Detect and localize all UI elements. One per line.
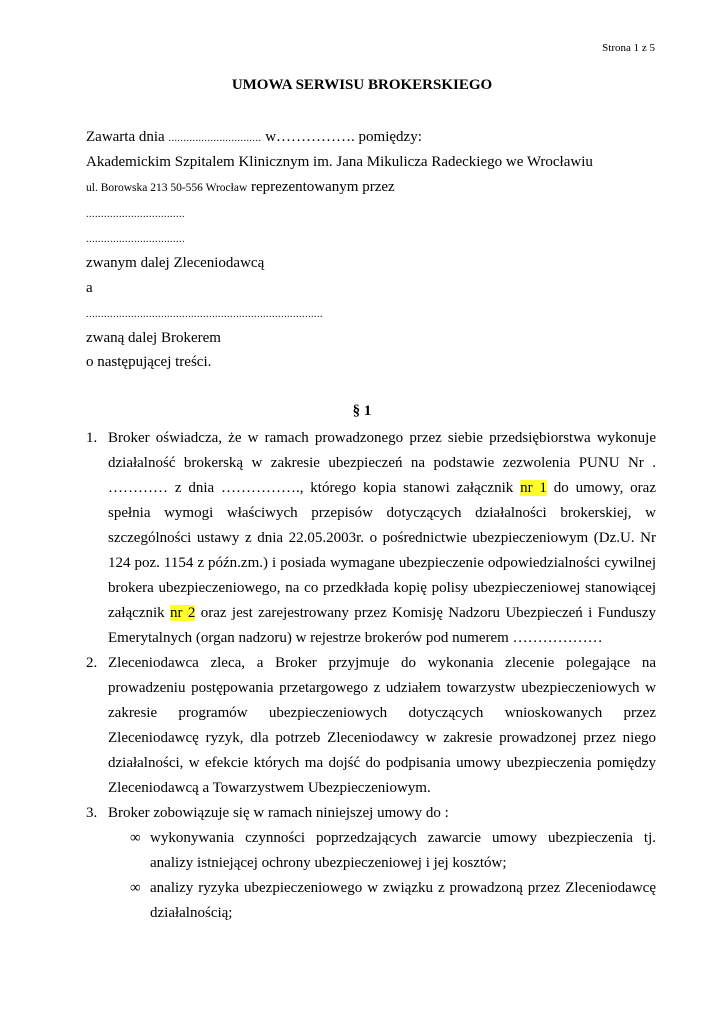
clause-number: 1. xyxy=(86,430,98,446)
hospital-address: ul. Borowska 213 50-556 Wrocław xyxy=(86,182,248,194)
date-label: Zawarta dnia xyxy=(86,129,169,145)
hospital-name: Akademickim Szpitalem Klinicznym im. Jana Mikulicza Radeckiego we Wrocławiu xyxy=(86,154,593,170)
document-title: UMOWA SERWISU BROKERSKIEGO xyxy=(231,77,493,93)
infinity-bullet-icon: ∞ xyxy=(130,880,141,896)
clause-1: 1. Broker oświadcza, że w ramach prowadzonego przez siebie przedsiębiorstwa wykonuje działalność brokerską w zakresie ubezpieczeń na podstawie zezwolenia PUNU Nr . ………… z dnia ……………., którego kopia stanowi załącznik nr 1 do umowy, oraz spełnia wymogi właściwych przepisów dotyczących działalności brokerskiej, w szczególności ustawy z dnia 22.05.2003r. o pośrednictwie ubezpieczeniowym (Dz.U. Nr 124 poz. 1154 z późn.zm.) i posiada wymagane ubezpieczenie odpowiedzialności cywilnej brokera ubezpieczeniowego, na co przedkłada kopię polisy ubezpieczeniowej stanowiącej załącznik nr 2 oraz jest zarejestrowany przez Komisję Nadzoru Ubezpieczeń i Funduszy Emerytalnych (organ nadzoru) w rejestrze brokerów pod numerem ……………… xyxy=(86,426,656,651)
clause-2: 2. Zleceniodawca zleca, a Broker przyjmuje do wykonania zlecenie polegające na prowadzeniu postępowania przetargowego z udziałem towarzystw ubezpieczeniowych w zakresie programów ubezpieczeniowych dotyczących wnioskowanych przez Zleceniodawcę ryzyk, dla potrzeb Zleceniodawcy w zakresie prowadzonej przez niego działalności, w efekcie których ma dojść do podpisania umowy ubezpieczenia pomiędzy Zleceniodawcą a Towarzystwem Ubezpieczeniowym. xyxy=(86,651,656,801)
clause-number: 3. xyxy=(86,805,98,821)
following-content: o następującej treści. xyxy=(86,354,212,370)
infinity-bullet-icon: ∞ xyxy=(130,830,141,846)
broker-name-blank: ............................................................................... xyxy=(86,309,323,320)
clause-list xyxy=(86,426,656,926)
page-number: Strona 1 z 5 xyxy=(602,42,655,54)
represented-by: reprezentowanym przez xyxy=(247,179,395,195)
hospital-address-line xyxy=(86,178,395,198)
representative-blank-2: ................................. xyxy=(86,234,185,245)
place-blank: w……………. pomiędzy: xyxy=(261,129,422,145)
highlight-attachment-2: nr 2 xyxy=(170,605,196,621)
contract-date-line xyxy=(86,128,422,148)
date-blank: ............................... xyxy=(168,133,262,144)
clause-number: 2. xyxy=(86,655,98,671)
clause-3: 3. Broker zobowiązuje się w ramach niniejszej umowy do : xyxy=(86,801,656,826)
broker-designation: zwaną dalej Brokerem xyxy=(86,330,221,346)
highlight-attachment-1: nr 1 xyxy=(520,480,547,496)
client-designation: zwanym dalej Zleceniodawcą xyxy=(86,255,265,271)
conjunction-a: a xyxy=(86,280,93,296)
section-heading: § 1 xyxy=(352,403,372,419)
subitem-2: ∞ analizy ryzyka ubezpieczeniowego w związku z prowadzoną przez Zleceniodawcę działalnością; xyxy=(86,876,656,926)
subitem-1: ∞ wykonywania czynności poprzedzających zawarcie umowy ubezpieczenia tj. analizy istniejącej ochrony ubezpieczeniowej i jej kosztów; xyxy=(86,826,656,876)
representative-blank-1: ................................. xyxy=(86,209,185,220)
